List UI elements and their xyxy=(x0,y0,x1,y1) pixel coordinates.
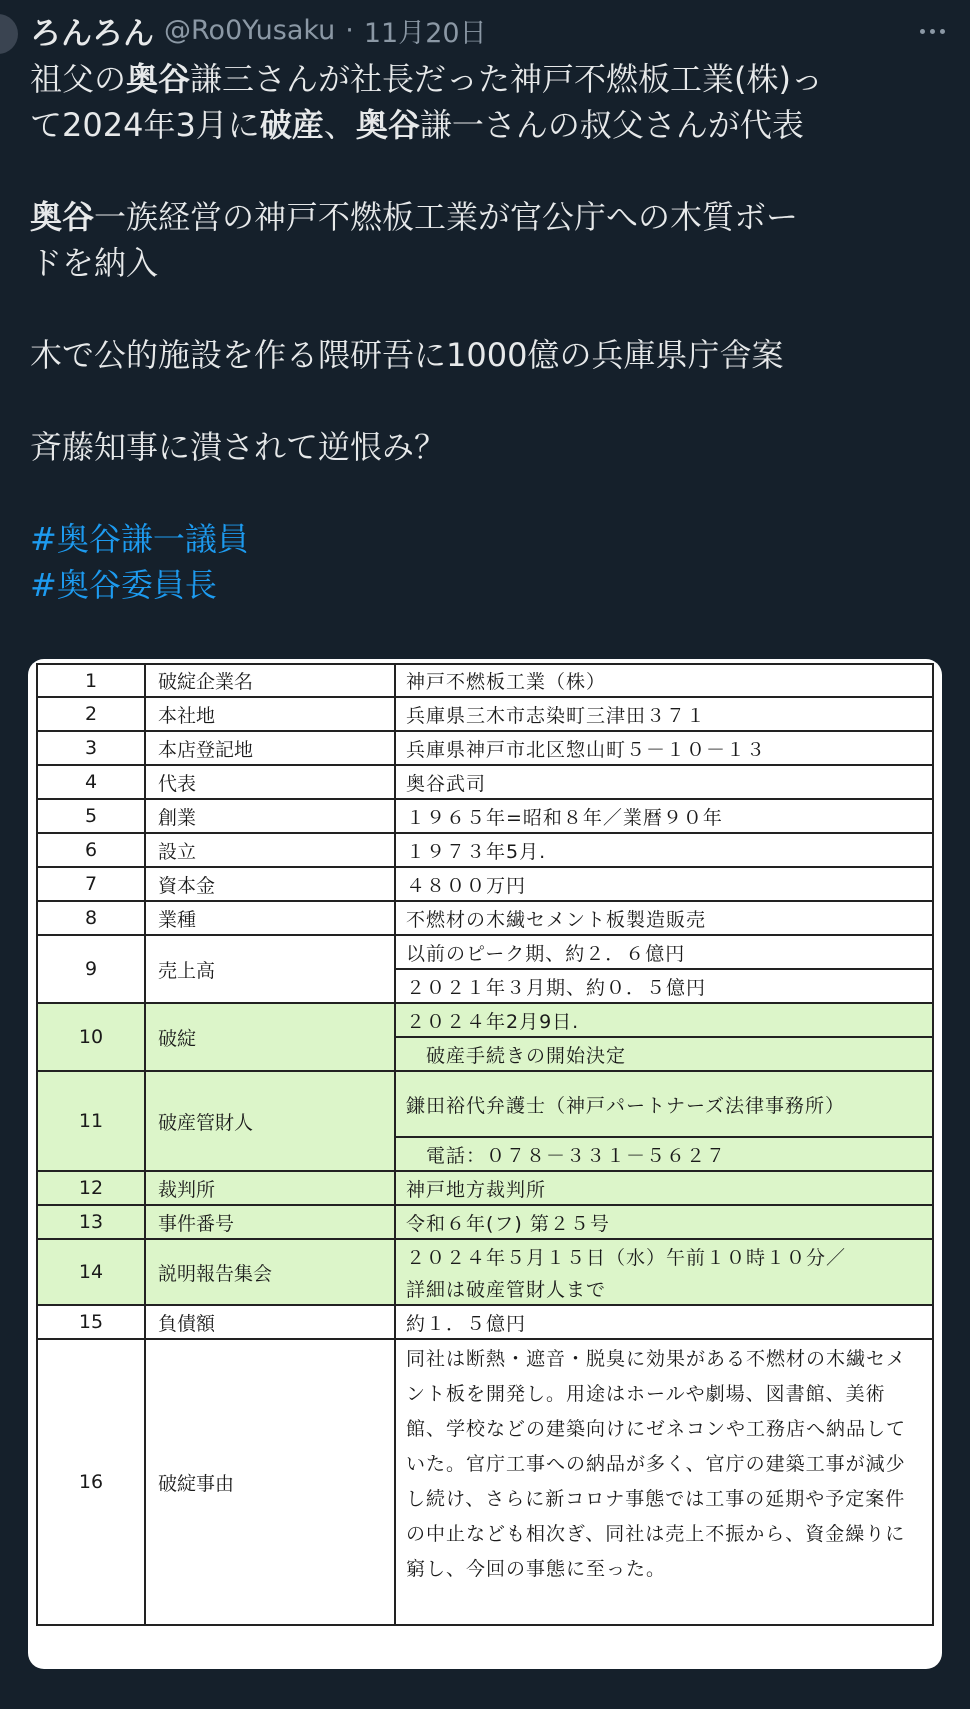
hashtag-link[interactable]: #奥谷委員長 xyxy=(30,566,217,604)
row-value: 破産手続きの開始決定 xyxy=(395,1037,933,1071)
row-value: 以前のピーク期、約２．６億円 xyxy=(395,935,933,969)
row-number: 6 xyxy=(37,833,145,867)
row-label: 本店登記地 xyxy=(145,731,395,765)
row-label: 設立 xyxy=(145,833,395,867)
row-value: 約１．５億円 xyxy=(395,1305,933,1339)
row-label: 業種 xyxy=(145,901,395,935)
row-value: 令和６年(フ) 第２５号 xyxy=(395,1205,933,1239)
row-number: 11 xyxy=(37,1071,145,1171)
row-label: 代表 xyxy=(145,765,395,799)
row-number: 8 xyxy=(37,901,145,935)
attached-image[interactable] xyxy=(28,659,942,1669)
row-label: 説明報告集会 xyxy=(145,1239,395,1305)
separator: · xyxy=(345,14,354,46)
row-label: 売上高 xyxy=(145,935,395,1003)
tweet-header xyxy=(30,8,487,52)
row-label: 負債額 xyxy=(145,1305,395,1339)
row-value: １９７３年5月. xyxy=(395,833,933,867)
row-number: 5 xyxy=(37,799,145,833)
tweet-line: て2024年3月に破産、奥谷謙一さんの叔父さんが代表 xyxy=(30,106,804,144)
bankruptcy-info-table xyxy=(36,663,934,1626)
row-value: ２０２１年３月期、約０．５億円 xyxy=(395,969,933,1003)
row-number: 1 xyxy=(37,664,145,697)
row-number: 10 xyxy=(37,1003,145,1071)
row-number: 9 xyxy=(37,935,145,1003)
row-value: １９６５年=昭和８年／業暦９０年 xyxy=(395,799,933,833)
display-name[interactable]: ろんろん xyxy=(30,15,154,52)
row-value: ４８００万円 xyxy=(395,867,933,901)
row-label: 破綻事由 xyxy=(145,1339,395,1625)
row-value: ２０２４年５月１５日（水）午前１０時１０分／ xyxy=(395,1239,933,1272)
row-label: 破産管財人 xyxy=(145,1071,395,1171)
row-value: 詳細は破産管財人まで xyxy=(395,1272,933,1305)
row-label: 創業 xyxy=(145,799,395,833)
row-number: 16 xyxy=(37,1339,145,1625)
row-label: 裁判所 xyxy=(145,1171,395,1205)
row-label: 破綻企業名 xyxy=(145,664,395,697)
row-value: 兵庫県三木市志染町三津田３７１ xyxy=(395,697,933,731)
avatar[interactable] xyxy=(0,14,18,54)
hashtag-link[interactable]: #奥谷謙一議員 xyxy=(30,520,249,558)
row-label: 本社地 xyxy=(145,697,395,731)
user-handle[interactable]: @Ro0Yusaku xyxy=(164,14,336,46)
tweet-line: 祖父の奥谷謙三さんが社長だった神戸不燃板工業(株)っ xyxy=(30,60,824,98)
row-value: 兵庫県神戸市北区惣山町５－１０－１３ xyxy=(395,731,933,765)
tweet-line: ドを納入 xyxy=(30,244,159,282)
tweet-text xyxy=(30,56,950,608)
row-value: 電話：０７８－３３１－５６２７ xyxy=(395,1137,933,1171)
tweet-line: 奥谷一族経営の神戸不燃板工業が官公庁への木質ボー xyxy=(30,198,799,236)
row-value: 同社は断熱・遮音・脱臭に効果がある不燃材の木繊セメント板を開発し。用途はホールや劇場、図書館、美術館、学校などの建築向けにゼネコンや工務店へ納品していた。官庁工事への納品が多く、官庁の建築工事が減少し続け、さらに新コロナ事態では工事の延期や予定案件の中止なども相次ぎ、同社は売上不振から、資金繰りに窮し、今回の事態に至った。 xyxy=(395,1339,933,1625)
row-value: 神戸地方裁判所 xyxy=(395,1171,933,1205)
row-number: 7 xyxy=(37,867,145,901)
row-label: 破綻 xyxy=(145,1003,395,1071)
row-value: 不燃材の木繊セメント板製造販売 xyxy=(395,901,933,935)
row-number: 2 xyxy=(37,697,145,731)
row-number: 3 xyxy=(37,731,145,765)
row-value: 奥谷武司 xyxy=(395,765,933,799)
row-number: 4 xyxy=(37,765,145,799)
more-options-icon[interactable] xyxy=(912,14,952,48)
row-label: 事件番号 xyxy=(145,1205,395,1239)
row-number: 13 xyxy=(37,1205,145,1239)
row-value: 鎌田裕代弁護士（神戸パートナーズ法律事務所） xyxy=(395,1071,933,1137)
row-number: 14 xyxy=(37,1239,145,1305)
row-number: 12 xyxy=(37,1171,145,1205)
row-value: ２０２４年2月9日. xyxy=(395,1003,933,1037)
row-label: 資本金 xyxy=(145,867,395,901)
tweet-line: 木で公的施設を作る隈研吾に1000億の兵庫県庁舎案 xyxy=(30,336,784,374)
post-date[interactable]: 11月20日 xyxy=(363,17,487,49)
row-value: 神戸不燃板工業（株） xyxy=(395,664,933,697)
tweet-line: 斉藤知事に潰されて逆恨み？ xyxy=(30,428,447,466)
row-number: 15 xyxy=(37,1305,145,1339)
